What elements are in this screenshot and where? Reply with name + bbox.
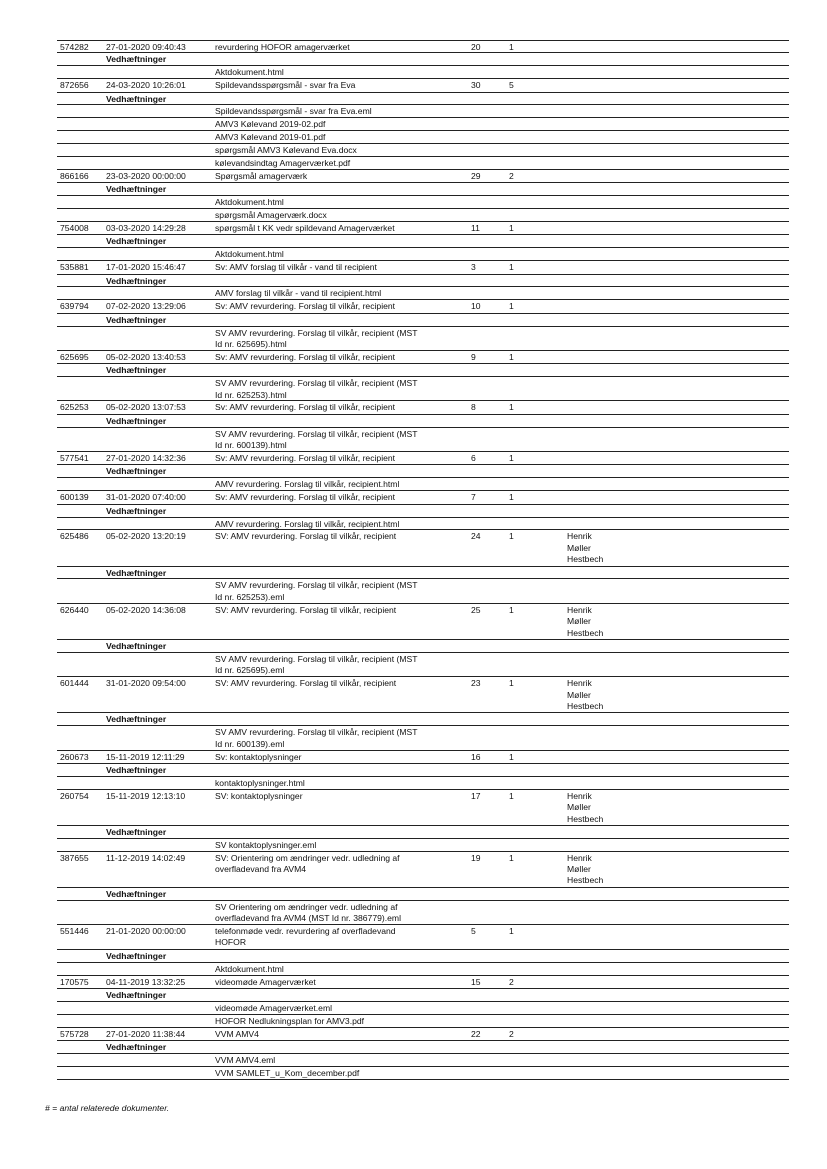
attachment-name <box>215 158 350 169</box>
record-date: 17-01-2020 15:46:47 <box>106 262 186 273</box>
attachment-name-line: SV AMV revurdering. Forslag til vilkår, recipient (MST <box>215 327 418 338</box>
record-person-line: Møller <box>567 802 591 813</box>
record-title-line: videomøde Amagerværket <box>215 976 316 987</box>
attachments-label: Vedhæftninger <box>106 764 167 775</box>
record-date: 04-11-2019 13:32:25 <box>106 976 186 987</box>
attachment-name-line: SV AMV revurdering. Forslag til vilkår, recipient (MST <box>215 428 418 439</box>
attachments-label: Vedhæftninger <box>106 466 167 477</box>
attachment-name-line: Id nr. 625695).html <box>215 339 287 349</box>
attachment-name <box>215 1016 364 1027</box>
record-related-count: 1 <box>509 453 514 464</box>
record-row <box>57 351 789 364</box>
attachment-name <box>215 727 418 750</box>
record-related-count: 1 <box>509 262 514 273</box>
attachment-name-line: Id nr. 625253).html <box>215 389 287 400</box>
attachment-row <box>57 1002 789 1015</box>
attachment-row <box>57 518 789 531</box>
record-id: 601444 <box>60 678 89 689</box>
record-related-count: 1 <box>509 222 514 233</box>
attachment-row <box>57 1054 789 1067</box>
attachment-name-line: AMV revurdering. Forslag til vilkår, recipient.html <box>215 479 400 490</box>
record-date: 03-03-2020 14:29:28 <box>106 222 186 233</box>
record-number: 30 <box>471 80 481 91</box>
attachments-label: Vedhæftninger <box>106 714 167 725</box>
record-title-line: spørgsmål t KK vedr spildevand Amagerværket <box>215 222 395 233</box>
record-number: 10 <box>471 301 481 312</box>
record-date: 23-03-2020 00:00:00 <box>106 170 186 181</box>
attachment-row <box>57 839 789 852</box>
record-id: 574282 <box>60 42 89 52</box>
record-title-line: Sv: AMV revurdering. Forslag til vilkår, recipient <box>215 351 396 362</box>
attachment-name-line: SV Orientering om ændringer vedr. udledning af <box>215 901 398 912</box>
attachment-row <box>57 118 789 131</box>
record-title <box>215 352 395 363</box>
attachments-label: Vedhæftninger <box>106 888 167 899</box>
record-person-line: Henrik <box>567 531 592 542</box>
attachment-name-line: Id nr. 625253).eml <box>215 591 285 602</box>
footnote: # = antal relaterede dokumenter. <box>45 1103 170 1113</box>
attachment-name <box>215 1003 332 1014</box>
record-id: 170575 <box>60 976 89 987</box>
record-title-line: overfladevand fra AVM4 <box>215 864 307 875</box>
attachment-name <box>215 328 418 351</box>
record-title-line: Sv: AMV revurdering. Forslag til vilkår, recipient <box>215 492 396 503</box>
record-number: 16 <box>471 751 481 762</box>
attachments-header-row <box>57 505 789 518</box>
attachment-row <box>57 327 789 351</box>
attachment-name <box>215 249 284 260</box>
record-id: 625253 <box>60 402 89 413</box>
attachment-name <box>215 964 284 975</box>
attachment-name-line: HOFOR Nedlukningsplan for AMV3.pdf <box>215 1015 365 1026</box>
record-number: 25 <box>471 604 481 615</box>
attachment-name <box>215 197 284 208</box>
record-id: 575728 <box>60 1028 89 1039</box>
attachment-row <box>57 157 789 170</box>
record-title <box>215 531 396 542</box>
attachment-name-line: overfladevand fra AVM4 (MST Id nr. 386779).eml <box>215 913 401 924</box>
record-id: 551446 <box>60 926 89 937</box>
record-title <box>215 492 395 503</box>
attachments-label: Vedhæftninger <box>106 314 167 325</box>
record-title <box>215 80 355 91</box>
record-title <box>215 791 303 802</box>
record-id: 535881 <box>60 262 89 273</box>
record-row <box>57 300 789 313</box>
record-title <box>215 301 395 312</box>
attachments-label: Vedhæftninger <box>106 950 167 961</box>
attachment-row <box>57 287 789 300</box>
attachments-label: Vedhæftninger <box>106 990 167 1000</box>
record-title-line: HOFOR <box>215 937 247 948</box>
attachment-name-line: videomøde Amagerværket.eml <box>215 1002 333 1013</box>
record-date: 05-02-2020 14:36:08 <box>106 604 186 615</box>
attachment-row <box>57 726 789 750</box>
record-row <box>57 1028 789 1041</box>
record-title-line: Sv: AMV forslag til vilkår - vand til recipient <box>215 262 377 273</box>
attachments-header-row <box>57 314 789 327</box>
attachments-header-row <box>57 713 789 726</box>
record-id: 866166 <box>60 170 89 181</box>
attachments-label: Vedhæftninger <box>106 236 167 247</box>
attachment-name-line: AMV3 Kølevand 2019-02.pdf <box>215 119 326 130</box>
attachment-name-line: SV AMV revurdering. Forslag til vilkår, recipient (MST <box>215 727 418 738</box>
attachments-label: Vedhæftninger <box>106 826 167 837</box>
record-id: 387655 <box>60 852 89 863</box>
attachments-header-row <box>57 275 789 288</box>
record-title-line: SV: kontaktoplysninger <box>215 790 303 801</box>
record-related-count: 1 <box>509 604 514 615</box>
attachments-header-row <box>57 567 789 580</box>
record-title <box>215 171 307 182</box>
attachment-name <box>215 429 418 452</box>
record-title-line: Sv: kontaktoplysninger <box>215 751 302 762</box>
attachment-name <box>215 106 372 117</box>
record-date: 21-01-2020 00:00:00 <box>106 926 186 937</box>
record-title <box>215 605 396 616</box>
attachments-label: Vedhæftninger <box>106 640 167 651</box>
record-id: 625695 <box>60 351 89 362</box>
attachments-header-row <box>57 1041 789 1054</box>
record-title-line: VVM AMV4 <box>215 1028 259 1039</box>
record-title-line: Sv: AMV revurdering. Forslag til vilkår, recipient <box>215 301 396 312</box>
attachment-name-line: SV kontaktoplysninger.eml <box>215 839 317 850</box>
record-title <box>215 262 377 273</box>
record-row <box>57 677 789 713</box>
record-row <box>57 491 789 504</box>
attachment-name <box>215 519 399 530</box>
attachment-name-line: VVM AMV4.eml <box>215 1054 276 1065</box>
attachment-row <box>57 1067 789 1080</box>
record-date: 27-01-2020 11:38:44 <box>106 1028 186 1039</box>
record-id: 260754 <box>60 790 89 801</box>
attachment-name-line: Spildevandsspørgsmål - svar fra Eva.eml <box>215 106 372 117</box>
attachment-name <box>215 902 401 925</box>
record-row <box>57 401 789 414</box>
record-id: 626440 <box>60 604 89 615</box>
record-title-line: Sv: AMV revurdering. Forslag til vilkår, recipient <box>215 402 396 413</box>
attachment-name-line: SV AMV revurdering. Forslag til vilkår, recipient (MST <box>215 580 418 591</box>
record-date: 07-02-2020 13:29:06 <box>106 301 186 312</box>
attachment-row <box>57 478 789 491</box>
record-date: 15-11-2019 12:13:10 <box>106 790 186 801</box>
record-id: 872656 <box>60 80 89 91</box>
attachment-name-line: AMV3 Kølevand 2019-01.pdf <box>215 132 326 143</box>
attachment-name <box>215 580 418 603</box>
record-person-line: Møller <box>567 864 591 875</box>
attachment-row <box>57 196 789 209</box>
record-related-count: 1 <box>509 790 514 801</box>
record-person <box>567 605 603 639</box>
record-person-line: Hestbech <box>567 700 604 711</box>
record-date: 31-01-2020 09:54:00 <box>106 678 186 689</box>
record-date: 15-11-2019 12:11:29 <box>106 751 185 762</box>
record-id: 260673 <box>60 751 89 762</box>
record-related-count: 1 <box>509 402 514 413</box>
attachment-name-line: Aktdokument.html <box>215 249 284 260</box>
attachments-header-row <box>57 950 789 963</box>
record-title <box>215 752 301 763</box>
attachment-name-line: kølevandsindtag Amagerværket.pdf <box>215 158 351 169</box>
record-number: 24 <box>471 531 481 542</box>
record-title <box>215 926 396 949</box>
attachment-name-line: VVM SAMLET_u_Kom_december.pdf <box>215 1067 360 1078</box>
record-row <box>57 452 789 465</box>
attachments-header-row <box>57 764 789 777</box>
attachments-label: Vedhæftninger <box>106 415 167 426</box>
record-person-line: Hestbech <box>567 627 604 638</box>
attachment-name-line: AMV revurdering. Forslag til vilkår, recipient.html <box>215 518 400 529</box>
attachment-row <box>57 105 789 118</box>
attachments-label: Vedhæftninger <box>106 567 167 578</box>
attachment-name <box>215 210 327 221</box>
record-number: 9 <box>471 351 476 362</box>
attachment-row <box>57 248 789 261</box>
attachments-header-row <box>57 364 789 377</box>
record-related-count: 1 <box>509 852 514 863</box>
record-row <box>57 976 789 989</box>
record-row <box>57 925 789 950</box>
attachment-name-line: SV AMV revurdering. Forslag til vilkår, recipient (MST <box>215 653 418 664</box>
record-related-count: 5 <box>509 80 514 91</box>
attachment-row <box>57 377 789 401</box>
attachment-row <box>57 428 789 452</box>
attachment-name <box>215 654 418 677</box>
attachment-name-line: Aktdokument.html <box>215 197 284 208</box>
record-row <box>57 222 789 235</box>
attachments-header-row <box>57 989 789 1002</box>
attachments-label: Vedhæftninger <box>106 365 167 376</box>
record-title <box>215 223 395 234</box>
attachments-label: Vedhæftninger <box>106 54 167 65</box>
attachment-name-line: Aktdokument.html <box>215 963 284 974</box>
record-number: 3 <box>471 262 476 273</box>
record-person <box>567 678 603 712</box>
attachments-header-row <box>57 235 789 248</box>
record-number: 19 <box>471 852 481 863</box>
attachment-name <box>215 288 381 299</box>
record-person-line: Møller <box>567 689 591 700</box>
record-person-line: Henrik <box>567 604 592 615</box>
attachment-name <box>215 1055 275 1066</box>
attachments-label: Vedhæftninger <box>106 184 167 195</box>
record-related-count: 2 <box>509 976 514 987</box>
record-id: 754008 <box>60 222 89 233</box>
attachment-name <box>215 145 357 156</box>
record-title <box>215 977 316 988</box>
attachments-header-row <box>57 465 789 478</box>
document-table <box>57 40 789 1080</box>
attachments-header-row <box>57 93 789 106</box>
attachment-name-line: Aktdokument.html <box>215 67 284 78</box>
record-person-line: Henrik <box>567 790 592 801</box>
record-title-line: SV: AMV revurdering. Forslag til vilkår, recipient <box>215 678 397 689</box>
record-title <box>215 853 400 876</box>
record-id: 625486 <box>60 531 89 542</box>
record-row <box>57 852 789 888</box>
record-person-line: Møller <box>567 616 591 627</box>
record-title <box>215 42 350 53</box>
attachment-row <box>57 579 789 603</box>
attachment-name-line: AMV forslag til vilkår - vand til recipient.html <box>215 288 382 299</box>
record-title-line: revurdering HOFOR amagerværket <box>215 42 350 52</box>
record-number: 7 <box>471 492 476 503</box>
record-person <box>567 791 603 825</box>
record-number: 29 <box>471 170 481 181</box>
record-title-line: SV: Orientering om ændringer vedr. udledning af <box>215 852 400 863</box>
attachment-row <box>57 777 789 790</box>
record-title <box>215 402 395 413</box>
attachment-name <box>215 479 399 490</box>
record-person <box>567 853 603 887</box>
record-date: 05-02-2020 13:40:53 <box>106 351 186 362</box>
record-number: 22 <box>471 1028 481 1039</box>
record-related-count: 2 <box>509 1028 514 1039</box>
record-title-line: SV: AMV revurdering. Forslag til vilkår, recipient <box>215 531 397 542</box>
record-number: 11 <box>471 222 480 233</box>
record-title-line: Spørgsmål amagerværk <box>215 170 308 181</box>
record-row <box>57 170 789 183</box>
record-date: 05-02-2020 13:20:19 <box>106 531 186 542</box>
attachments-header-row <box>57 415 789 428</box>
record-number: 6 <box>471 453 476 464</box>
record-number: 8 <box>471 402 476 413</box>
attachment-name-line: spørgsmål Amagerværk.docx <box>215 210 327 221</box>
attachments-header-row <box>57 183 789 196</box>
attachment-name-line: Id nr. 600139).eml <box>215 738 285 749</box>
record-row <box>57 604 789 640</box>
record-person-line: Hestbech <box>567 554 604 565</box>
attachment-name-line: SV AMV revurdering. Forslag til vilkår, recipient (MST <box>215 378 418 389</box>
record-row <box>57 79 789 92</box>
record-row <box>57 751 789 764</box>
attachment-name <box>215 67 284 78</box>
record-number: 23 <box>471 678 481 689</box>
record-related-count: 1 <box>509 531 514 542</box>
record-id: 600139 <box>60 492 89 503</box>
record-person-line: Hestbech <box>567 813 604 824</box>
record-date: 27-01-2020 09:40:43 <box>106 42 186 52</box>
record-number: 17 <box>471 790 481 801</box>
attachments-header-row <box>57 640 789 653</box>
attachment-name-line: Id nr. 600139).html <box>215 440 287 451</box>
attachment-name <box>215 840 316 851</box>
attachment-name <box>215 119 325 130</box>
attachment-name <box>215 132 325 143</box>
record-id: 577541 <box>60 453 89 464</box>
record-date: 05-02-2020 13:07:53 <box>106 402 186 413</box>
record-number: 15 <box>471 976 481 987</box>
attachments-label: Vedhæftninger <box>106 505 167 516</box>
attachments-label: Vedhæftninger <box>106 1042 167 1053</box>
attachments-header-row <box>57 53 789 66</box>
attachment-row <box>57 209 789 222</box>
record-person-line: Møller <box>567 542 591 553</box>
record-date: 11-12-2019 14:02:49 <box>106 852 186 863</box>
attachment-name <box>215 778 305 789</box>
attachment-row <box>57 66 789 79</box>
record-title-line: Spildevandsspørgsmål - svar fra Eva <box>215 80 356 91</box>
record-related-count: 1 <box>509 351 514 362</box>
record-related-count: 1 <box>509 926 514 937</box>
record-number: 5 <box>471 926 476 937</box>
record-related-count: 1 <box>509 751 514 762</box>
record-related-count: 2 <box>509 170 514 181</box>
attachment-row <box>57 144 789 157</box>
record-date: 24-03-2020 10:26:01 <box>106 80 186 91</box>
record-related-count: 1 <box>509 678 514 689</box>
attachments-header-row <box>57 826 789 839</box>
attachment-row <box>57 131 789 144</box>
record-row <box>57 790 789 826</box>
record-title <box>215 1029 259 1040</box>
attachment-row <box>57 653 789 677</box>
attachment-row <box>57 901 789 925</box>
record-title-line: SV: AMV revurdering. Forslag til vilkår, recipient <box>215 604 397 615</box>
record-related-count: 1 <box>509 492 514 503</box>
record-person-line: Henrik <box>567 678 592 689</box>
attachments-header-row <box>57 888 789 901</box>
record-id: 639794 <box>60 301 89 312</box>
record-row <box>57 40 789 53</box>
record-title <box>215 678 396 689</box>
attachment-name-line: kontaktoplysninger.html <box>215 777 305 788</box>
record-date: 27-01-2020 14:32:36 <box>106 453 186 464</box>
attachment-row <box>57 963 789 976</box>
record-person-line: Hestbech <box>567 875 604 886</box>
attachment-row <box>57 1015 789 1028</box>
record-title-line: Sv: AMV revurdering. Forslag til vilkår, recipient <box>215 453 396 464</box>
record-title-line: telefonmøde vedr. revurdering af overfladevand <box>215 926 396 937</box>
attachments-label: Vedhæftninger <box>106 275 167 286</box>
record-row <box>57 261 789 274</box>
attachment-name-line: Id nr. 625695).eml <box>215 665 285 676</box>
record-related-count: 1 <box>509 42 514 52</box>
attachments-label: Vedhæftninger <box>106 93 167 104</box>
attachment-name <box>215 378 418 401</box>
record-row <box>57 530 789 566</box>
attachment-name <box>215 1068 359 1079</box>
record-person <box>567 531 603 565</box>
record-date: 31-01-2020 07:40:00 <box>106 492 186 503</box>
record-number: 20 <box>471 42 481 52</box>
record-title <box>215 453 395 464</box>
record-person-line: Henrik <box>567 852 592 863</box>
record-related-count: 1 <box>509 301 514 312</box>
attachment-name-line: spørgsmål AMV3 Kølevand Eva.docx <box>215 145 357 156</box>
